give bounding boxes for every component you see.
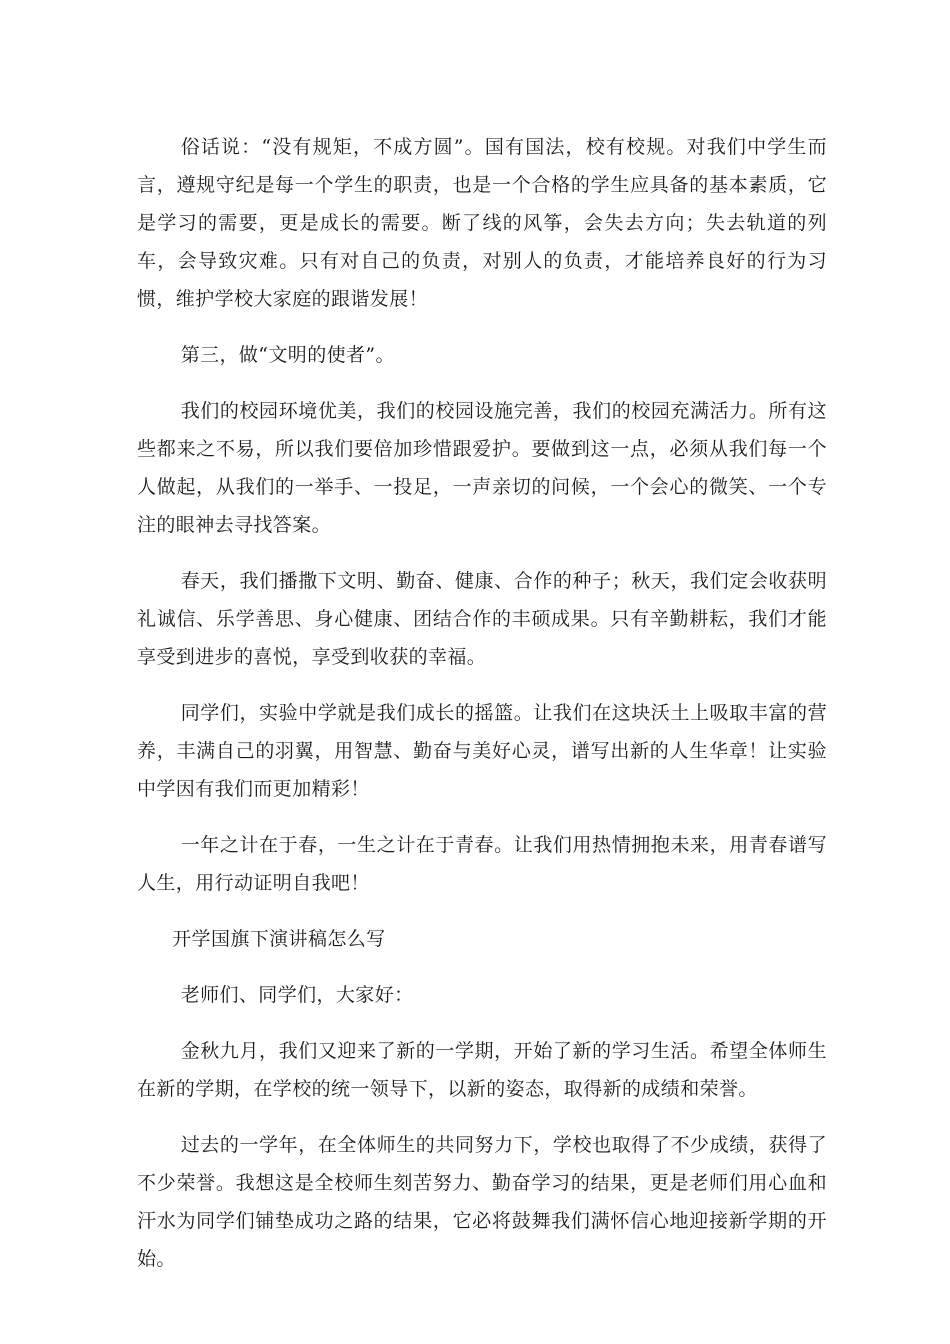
paragraph-cradle: 同学们，实验中学就是我们成长的摇篮。让我们在这块沃土上吸取丰富的营养，丰满自己的羽翼，用智慧、勤奋与美好心灵，谱写出新的人生华章！让实验中学因有我们而更加精彩！	[137, 702, 827, 800]
document-body	[137, 128, 827, 1296]
paragraph-spring-autumn: 春天，我们播撒下文明、勤奋、健康、合作的种子；秋天，我们定会收获明礼诚信、乐学善思、身心健康、团结合作的丰硕成果。只有辛勤耕耘，我们才能享受到进步的喜悦，享受到收获的幸福。	[137, 570, 827, 668]
section-title: 开学国旗下演讲稿怎么写	[172, 928, 386, 950]
paragraph-past-year: 过去的一学年，在全体师生的共同努力下，学校也取得了不少成绩，获得了不少荣誉。我想这是全校师生刻苦努力、勤奋学习的结果，更是老师们用心血和汗水为同学们铺垫成功之路的结果，它必将鼓舞我们满怀信心地迎接新学期的开始。	[137, 1134, 827, 1270]
paragraph-campus: 我们的校园环境优美，我们的校园设施完善，我们的校园充满活力。所有这些都来之不易，所以我们要倍加珍惜跟爱护。要做到这一点，必须从我们每一个人做起，从我们的一举手、一投足，一声亲切的问候，一个会心的微笑、一个专注的眼神去寻找答案。	[137, 400, 827, 536]
paragraph-rules: 俗话说：“没有规矩，不成方圆”。国有国法，校有校规。对我们中学生而言，遵规守纪是每一个学生的职责，也是一个合格的学生应具备的基本素质，它是学习的需要，更是成长的需要。断了线的风筝，会失去方向；失去轨道的列车，会导致灾难。只有对自己的负责，对别人的负责，才能培养良好的行为习惯，维护学校大家庭的跟谐发展！	[137, 136, 827, 310]
paragraph-third-point: 第三，做“文明的使者”。	[180, 344, 395, 366]
paragraph-new-semester: 金秋九月，我们又迎来了新的一学期，开始了新的学习生活。希望全体师生在新的学期，在学校的统一领导下，以新的姿态，取得新的成绩和荣誉。	[137, 1040, 827, 1100]
paragraph-youth: 一年之计在于春，一生之计在于青春。让我们用热情拥抱未来，用青春谱写人生，用行动证明自我吧！	[137, 834, 827, 894]
paragraph-greeting: 老师们、同学们，大家好：	[180, 984, 414, 1006]
